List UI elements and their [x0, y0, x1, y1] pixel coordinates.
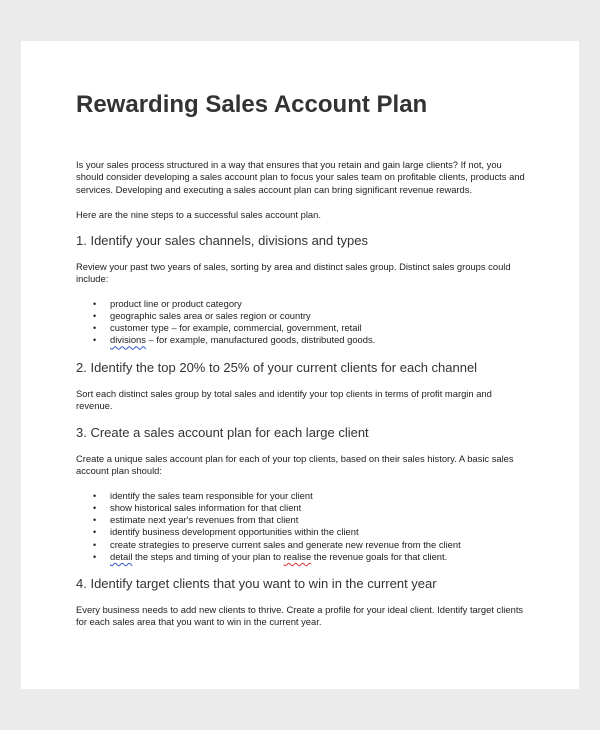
list-item: • create strategies to preserve current sales and generate new revenue from the client	[110, 539, 526, 551]
list-item-text: the revenue goals for that client.	[311, 550, 448, 562]
section-1-heading: 1. Identify your sales channels, divisions and types	[76, 233, 368, 249]
section-3-heading: 3. Create a sales account plan for each large client	[76, 425, 369, 441]
spellcheck-word[interactable]: divisions	[110, 334, 146, 346]
document-content	[76, 89, 526, 629]
document-page	[21, 41, 579, 689]
steps-intro-paragraph: Here are the nine steps to a successful sales account plan.	[76, 208, 321, 220]
section-2-heading: 2. Identify the top 20% to 25% of your current clients for each channel	[76, 359, 478, 375]
list-item: • identify business development opportunities within the client	[110, 526, 526, 538]
list-item	[110, 551, 526, 563]
section-2-paragraph: Sort each distinct sales group by total sales and identify your top clients in terms of profit margin and revenue.	[76, 387, 492, 411]
list-item: • customer type – for example, commercial, government, retail	[110, 322, 526, 334]
section-1-list	[76, 298, 526, 347]
spellcheck-word[interactable]: detail	[110, 550, 133, 562]
section-4-heading: 4. Identify target clients that you want to win in the current year	[76, 576, 437, 591]
section-3-paragraph: Create a unique sales account plan for each of your top clients, based on their sales history. A basic sales account plan should:	[76, 453, 514, 477]
document-title: Rewarding Sales Account Plan	[76, 91, 428, 118]
list-item	[110, 334, 526, 346]
section-1-paragraph: Review your past two years of sales, sorting by area and distinct sales group. Distinct sales groups could include:	[76, 261, 511, 285]
list-item-text: the steps and timing of your plan to	[132, 550, 284, 562]
spellcheck-word[interactable]: realise	[283, 550, 312, 562]
list-item: • show historical sales information for that client	[110, 502, 526, 514]
list-item: • identify the sales team responsible for your client	[110, 490, 526, 502]
list-item-text: – for example, manufactured goods, distributed goods.	[145, 334, 376, 346]
section-3-list	[76, 490, 526, 563]
list-item: • estimate next year's revenues from that client	[110, 514, 526, 526]
list-item: • geographic sales area or sales region or country	[110, 310, 526, 322]
section-4-paragraph: Every business needs to add new clients to thrive. Create a profile for your ideal client. Identify target clients for each sales area that you want to win in the current year.	[76, 604, 524, 628]
list-item: • product line or product category	[110, 298, 526, 310]
intro-paragraph: Is your sales process structured in a way that ensures that you retain and gain large clients? If not, you should consider developing a sales account plan to focus your sales team on profitable clients, products and services. Developing and executing a sales account plan can bring significant revenue rewards.	[76, 159, 525, 195]
